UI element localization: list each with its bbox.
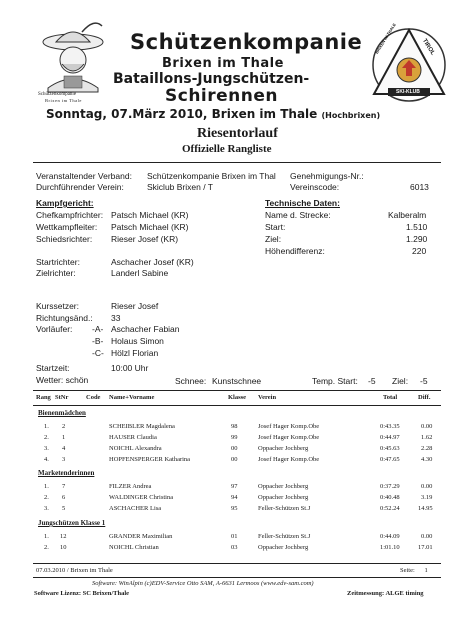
cell-rang: 2. [44, 434, 49, 441]
table-row [0, 456, 464, 466]
right-logo-text-2: TIROL [420, 38, 436, 57]
startrichter-label: Startrichter: [36, 257, 80, 267]
table-top-divider [33, 390, 441, 391]
race-title: Riesentorlauf [197, 126, 278, 141]
title-event: Schirennen [165, 86, 279, 106]
table-row [0, 423, 464, 433]
cell-diff: 2.28 [421, 445, 433, 452]
title-org: Schützenkompanie [130, 30, 363, 54]
cell-total: 1:01.10 [380, 544, 400, 551]
cell-klasse: 98 [231, 423, 238, 430]
footer-divider-2 [33, 577, 441, 578]
cell-klasse: 01 [231, 533, 238, 540]
kurssetzer-value: Rieser Josef [111, 301, 159, 311]
cell-diff: 0.00 [421, 423, 433, 430]
cell-rang: 2. [44, 544, 49, 551]
cell-diff: 3.19 [421, 494, 433, 501]
technische-heading: Technische Daten: [265, 198, 340, 208]
cell-verein: Josef Hager Komp.Obe [258, 456, 320, 463]
col-verein: Verein [258, 394, 277, 401]
cell-verein: Feller-Schützen St.J [258, 505, 311, 512]
cell-klasse: 97 [231, 483, 238, 490]
temp-ziel-label: Ziel: [392, 376, 409, 386]
cell-name: SCHEIBLER Magdalena [109, 423, 175, 430]
cell-stnr: 4 [62, 445, 66, 452]
vorlaeufer-c-code: -C- [92, 348, 104, 358]
vorlaeufer-a-name: Aschacher Fabian [111, 324, 180, 334]
cell-total: 0:47.65 [380, 456, 400, 463]
chef-value: Patsch Michael (KR) [111, 210, 189, 220]
kampfgericht-heading: Kampfgericht: [36, 198, 94, 208]
table-header [0, 394, 464, 404]
table-row [0, 483, 464, 493]
table-row [0, 505, 464, 515]
temp-start-label: Temp. Start: [312, 376, 358, 386]
col-diff: Diff. [418, 394, 431, 401]
cell-name: NOICHL Christian [109, 544, 159, 551]
cell-name: GRANDER Maximilian [109, 533, 173, 540]
date-suffix: (Hochbrixen) [321, 111, 381, 120]
wetter: Wetter: schön [36, 375, 89, 385]
footer-date-place: 07.03.2010 / Brixen im Thale [36, 567, 113, 574]
chef-label: Chefkampfrichter: [36, 210, 104, 220]
left-logo-text-2: Brixen im Thale [45, 98, 82, 103]
footer-lizenz: Software Lizenz: SC Brixen/Thale [34, 590, 130, 597]
cell-klasse: 95 [231, 505, 238, 512]
cell-name: WALDINGER Christina [109, 494, 174, 501]
startzeit-value: 10:00 Uhr [111, 363, 149, 373]
verein-label: Durchführender Verein: [36, 182, 124, 192]
footer-divider [33, 563, 441, 564]
cell-stnr: 7 [62, 483, 66, 490]
zielrichter-value: Landerl Sabine [111, 268, 169, 278]
cell-diff: 0.00 [421, 483, 433, 490]
date-line [46, 107, 380, 121]
footer-software: Software: WinAlpin (c)EDV-Service Otto SAM, A-6631 Lermoos (www.edv-sam.com) [92, 580, 314, 587]
strecke-value: Kalberalm [388, 210, 427, 220]
cell-stnr: 5 [62, 505, 66, 512]
cell-name: HAUSER Claudia [109, 434, 157, 441]
startrichter-value: Aschacher Josef (KR) [111, 257, 194, 267]
cell-diff: 17.01 [418, 544, 433, 551]
vorlaeufer-b-code: -B- [92, 336, 104, 346]
cell-total: 0:44.09 [380, 533, 400, 540]
cell-rang: 2. [44, 494, 49, 501]
cell-total: 0:40.48 [380, 494, 400, 501]
col-stnr: StNr [55, 394, 69, 401]
cell-klasse: 00 [231, 456, 238, 463]
wett-value: Patsch Michael (KR) [111, 222, 189, 232]
cell-total: 0:52.24 [380, 505, 400, 512]
strecke-label: Name d. Strecke: [265, 210, 331, 220]
start-label: Start: [265, 222, 286, 232]
cell-rang: 3. [44, 445, 49, 452]
cell-klasse: 99 [231, 434, 238, 441]
vorlaeufer-label: Vorläufer: [36, 324, 73, 334]
title-place: Brixen im Thale [162, 56, 284, 71]
hoehe-value: 220 [412, 246, 427, 256]
col-klasse: Klasse [228, 394, 247, 401]
veranstalter-label: Veranstaltender Verband: [36, 171, 132, 181]
cell-rang: 1. [44, 483, 49, 490]
footer-zeitmessung: Zeitmessung: ALGE timing [347, 590, 424, 597]
cell-verein: Feller-Schützen St.J [258, 533, 311, 540]
list-title: Offizielle Rangliste [182, 143, 272, 155]
table-row [0, 533, 464, 543]
cell-verein: Josef Hager Komp.Obe [258, 423, 320, 430]
cell-stnr: 3 [62, 456, 66, 463]
cell-total: 0:45.63 [380, 445, 400, 452]
cell-stnr: 1 [62, 434, 66, 441]
genehmigung-label: Genehmigungs-Nr.: [290, 171, 364, 181]
seite-label: Seite: [400, 567, 415, 574]
section-title: Marketenderinnen [38, 469, 95, 477]
zielrichter-label: Zielrichter: [36, 268, 76, 278]
cell-stnr: 2 [62, 423, 66, 430]
cell-total: 0:43.35 [380, 423, 400, 430]
schnee-label: Schnee: [175, 376, 207, 386]
cell-diff: 4.30 [421, 456, 433, 463]
cell-verein: Oppacher Jochberg [258, 445, 309, 452]
cell-verein: Oppacher Jochberg [258, 494, 309, 501]
cell-stnr: 6 [62, 494, 66, 501]
kurssetzer-label: Kurssetzer: [36, 301, 79, 311]
temp-start-value: -5 [368, 376, 376, 386]
col-rang: Rang [36, 394, 51, 401]
ziel-label: Ziel: [265, 234, 282, 244]
footer-seite [400, 567, 428, 574]
section-title: Jungschützen Klasse 1 [38, 519, 106, 527]
richtung-label: Richtungsänd.: [36, 313, 93, 323]
veranstalter-value: Schützenkompanie Brixen im Thal [147, 171, 276, 181]
cell-rang: 3. [44, 505, 49, 512]
vorlaeufer-b-name: Holaus Simon [111, 336, 164, 346]
table-header-divider [33, 405, 441, 406]
right-logo-text-3: SKI-KLUB [396, 89, 420, 95]
hoehe-label: Höhendifferenz: [265, 246, 325, 256]
cell-verein: Oppacher Jochberg [258, 483, 309, 490]
schied-value: Rieser Josef (KR) [111, 234, 179, 244]
cell-rang: 1. [44, 533, 49, 540]
cell-name: ASCHACHER Lisa [109, 505, 162, 512]
table-row [0, 445, 464, 455]
temp-ziel-value: -5 [420, 376, 428, 386]
col-name: Name+Vorname [109, 394, 155, 401]
vorlaeufer-c-name: Hölzl Florian [111, 348, 159, 358]
table-row [0, 544, 464, 554]
right-logo [368, 24, 450, 106]
vorlaeufer-a-code: -A- [92, 324, 104, 334]
schnee-value: Kunstschnee [212, 376, 262, 386]
verein-value: Skiclub Brixen / T [147, 182, 213, 192]
col-total: Total [383, 394, 398, 401]
cell-name: FILZER Andrea [109, 483, 152, 490]
vereinscode-label: Vereinscode: [290, 182, 340, 192]
cell-rang: 1. [44, 423, 49, 430]
left-logo-text-1: Schützenkompanie [38, 92, 77, 97]
wett-label: Wettkampfleiter: [36, 222, 98, 232]
richtung-value: 33 [111, 313, 121, 323]
start-value: 1.510 [406, 222, 428, 232]
cell-diff: 0.00 [421, 533, 433, 540]
ziel-value: 1.290 [406, 234, 428, 244]
cell-verein: Josef Hager Komp.Obe [258, 434, 320, 441]
cell-klasse: 94 [231, 494, 238, 501]
startzeit-label: Startzeit: [36, 363, 70, 373]
title-bataillon: Bataillons-Jungschützen- [113, 71, 310, 87]
table-row [0, 494, 464, 504]
cell-klasse: 03 [231, 544, 238, 551]
cell-diff: 14.95 [418, 505, 433, 512]
col-code: Code [86, 394, 101, 401]
cell-total: 0:37.29 [380, 483, 400, 490]
cell-stnr: 12 [60, 533, 67, 540]
cell-verein: Oppacher Jochberg [258, 544, 309, 551]
date-main: Sonntag, 07.März 2010, Brixen im Thale [46, 107, 318, 121]
cell-total: 0:44.97 [380, 434, 400, 441]
cell-name: NOICHL Alexandra [109, 445, 162, 452]
cell-rang: 4. [44, 456, 49, 463]
left-logo [32, 20, 114, 104]
cell-diff: 1.62 [421, 434, 433, 441]
right-logo-text-1: BRIXEN IM THALE [374, 22, 397, 55]
cell-name: HOPFENSPERGER Katharina [109, 456, 191, 463]
cell-klasse: 00 [231, 445, 238, 452]
cell-stnr: 10 [60, 544, 67, 551]
section-title: Bienenmädchen [38, 409, 86, 417]
seite-value: 1 [424, 567, 428, 574]
table-row [0, 434, 464, 444]
header-divider [33, 162, 441, 163]
vereinscode-value: 6013 [410, 182, 429, 192]
schied-label: Schiedsrichter: [36, 234, 93, 244]
